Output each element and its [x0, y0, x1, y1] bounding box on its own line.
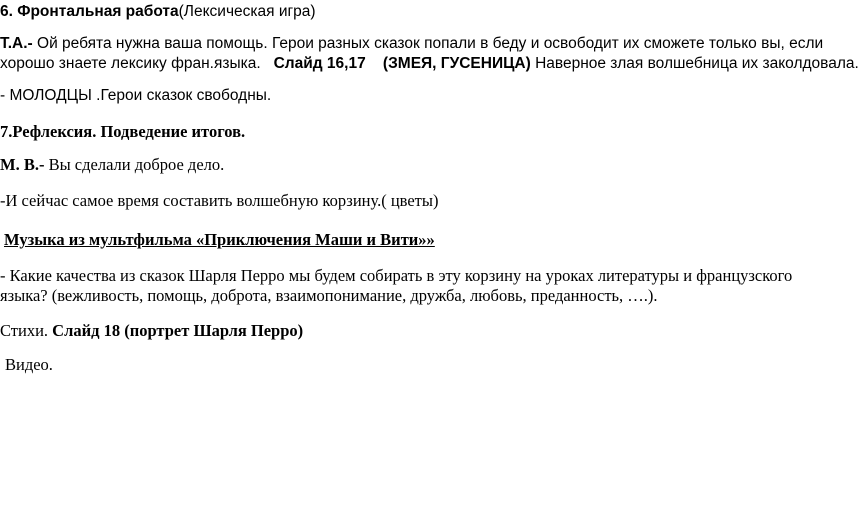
- music-line: Музыка из мультфильма «Приключения Маши и Вити»»: [4, 230, 435, 249]
- video-line: Видео.: [5, 355, 53, 374]
- slide-16-17-label: Слайд 16,17: [273, 55, 366, 72]
- question-line-1: - Какие качества из сказок Шарля Перро мы будем собирать в эту корзину на уроках литературы и французского: [0, 266, 793, 285]
- slide-18-label: Слайд 18 (портрет Шарля Перро): [52, 321, 304, 340]
- speaker-label-ta: Т.А.-: [0, 35, 33, 52]
- section-6-title: 6. Фронтальная работа: [0, 3, 179, 20]
- speaker-ta-text: Ой ребята нужна ваша помощь. Герои разных сказок попали в беду и освободит их сможете только вы, если: [32, 35, 824, 52]
- answer-label: (ЗМЕЯ, ГУСЕНИЦА): [382, 55, 531, 72]
- praise-line: - МОЛОДЦЫ .Герои сказок свободны.: [0, 87, 272, 104]
- lexicon-text: хорошо знаете лексику фран.языка.: [0, 55, 274, 72]
- speaker-mv-line: [0, 155, 224, 175]
- line-2-ending: Наверное злая волшебница их заколдовала.: [530, 55, 859, 72]
- question-line-2: языка? (вежливость, помощь, доброта, взаимопонимание, дружба, любовь, преданность, ….).: [0, 286, 658, 305]
- speaker-label-mv: М. В.-: [0, 155, 45, 174]
- section-6-line-1: [0, 34, 823, 54]
- poems-label: Стихи.: [0, 321, 53, 340]
- poems-line: [0, 321, 303, 341]
- speaker-mv-text: Вы сделали доброе дело.: [44, 155, 225, 174]
- section-7-heading: 7.Рефлексия. Подведение итогов.: [0, 122, 246, 141]
- basket-line: -И сейчас самое время составить волшебную корзину.( цветы): [0, 191, 439, 210]
- section-6-subtitle: (Лексическая игра): [178, 3, 316, 20]
- section-6-heading: [0, 2, 316, 22]
- section-6-line-2: [0, 54, 859, 74]
